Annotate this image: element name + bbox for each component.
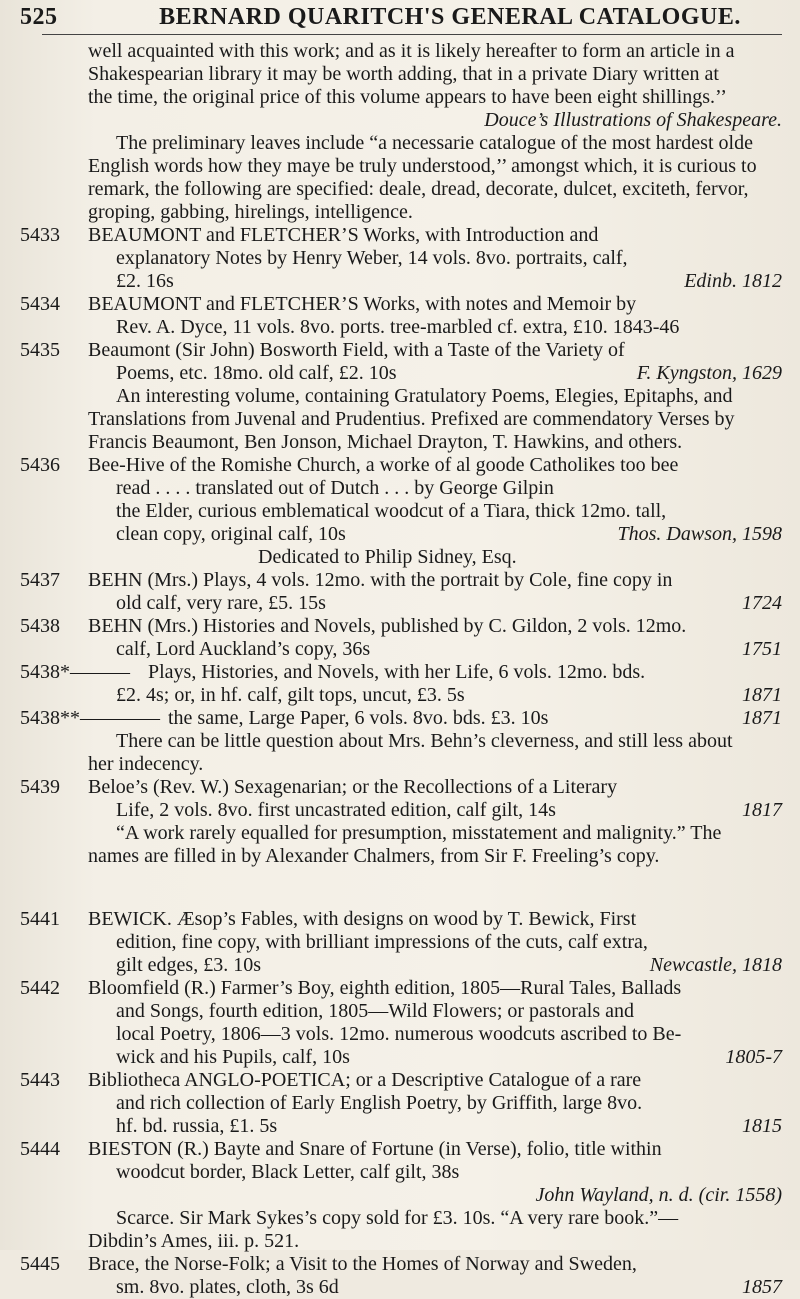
entry-line: Brace, the Norse-Folk; a Visit to the Homes of Norway and Sweden, [88, 1253, 637, 1275]
price: hf. bd. russia, £1. 5s [116, 1115, 278, 1137]
entry-line: Rev. A. Dyce, 11 vols. 8vo. ports. tree-marbled cf. extra, £10. 1843-46 [116, 316, 680, 338]
entry-note: Dedicated to Philip Sidney, Esq. [258, 546, 517, 568]
price-line [88, 799, 782, 822]
imprint: Thos. Dawson, 1598 [617, 523, 782, 545]
entry-number: 5445 [20, 1253, 60, 1275]
price-line [88, 1276, 782, 1299]
price: the same, Large Paper, 6 vols. 8vo. bds. £3. 10s [168, 707, 549, 729]
entry-number: 5439 [20, 776, 60, 798]
catalogue-entry [0, 1138, 800, 1253]
price: Life, 2 vols. 8vo. first uncastrated edition, calf gilt, 14s [116, 799, 556, 821]
imprint: 1871 [742, 707, 782, 729]
imprint: Edinb. 1812 [684, 270, 782, 292]
catalogue-entry [0, 1253, 800, 1299]
entry-list [0, 224, 800, 1299]
price: clean copy, original calf, 10s [116, 523, 346, 545]
price-line [88, 638, 782, 661]
entry-line: Plays, Histories, and Novels, with her Life, 6 vols. 12mo. bds. [148, 661, 646, 683]
catalogue-entry [0, 293, 800, 339]
header-rule [42, 34, 782, 35]
catalogue-entry [0, 908, 800, 977]
entry-note: “A work rarely equalled for presumption, misstatement and malignity.” The [116, 822, 722, 844]
price: £2. 4s; or, in hf. calf, gilt tops, uncut, £3. 5s [116, 684, 465, 706]
price: wick and his Pupils, calf, 10s [116, 1046, 350, 1068]
entry-line: edition, fine copy, with brilliant impressions of the cuts, calf extra, [116, 931, 648, 953]
entry-line: Bloomfield (R.) Farmer’s Boy, eighth edition, 1805—Rural Tales, Ballads [88, 977, 682, 999]
catalogue-entry [0, 776, 800, 868]
imprint: John Wayland, n. d. (cir. 1558) [535, 1184, 782, 1206]
entry-number: 5437 [20, 569, 60, 591]
text-line: remark, the following are specified: deale, dread, decorate, dulcet, exciteth, fervor, [88, 178, 749, 200]
catalogue-entry [0, 661, 800, 707]
imprint: 1805-7 [725, 1046, 782, 1068]
price-line [88, 592, 782, 615]
citation: Douce’s Illustrations of Shakespeare. [484, 109, 782, 131]
entry-line: BEAUMONT and FLETCHER’S Works, with notes and Memoir by [88, 293, 637, 315]
entry-line: the Elder, curious emblematical woodcut of a Tiara, thick 12mo. tall, [116, 500, 667, 522]
imprint: 1724 [742, 592, 782, 614]
entry-line: and rich collection of Early English Poetry, by Griffith, large 8vo. [116, 1092, 643, 1114]
entry-line: explanatory Notes by Henry Weber, 14 vols. 8vo. portraits, calf, [116, 247, 628, 269]
imprint: 1817 [742, 799, 782, 821]
text-line: the time, the original price of this volume appears to have been eight shillings.’’ [88, 86, 727, 108]
entry-note: An interesting volume, containing Gratulatory Poems, Elegies, Epitaphs, and [116, 385, 733, 407]
catalogue-entry [0, 1069, 800, 1138]
entry-line: BIESTON (R.) Bayte and Snare of Fortune (in Verse), folio, title within [88, 1138, 662, 1160]
entry-note: Scarce. Sir Mark Sykes’s copy sold for £3. 10s. “A very rare book.”— [116, 1207, 679, 1229]
price: old calf, very rare, £5. 15s [116, 592, 326, 614]
catalogue-entry [0, 707, 800, 776]
entry-line: woodcut border, Black Letter, calf gilt, 38s [116, 1161, 460, 1183]
entry-line: Bee-Hive of the Romishe Church, a worke of al goode Catholikes too bee [88, 454, 679, 476]
entry-number: 5441 [20, 908, 60, 930]
entry-note: Translations from Juvenal and Prudentius. Prefixed are commendatory Verses by [88, 408, 735, 430]
imprint: 1751 [742, 638, 782, 660]
entry-number: 5433 [20, 224, 60, 246]
price-line [88, 707, 782, 730]
entry-line: Beloe’s (Rev. W.) Sexagenarian; or the Recollections of a Literary [88, 776, 618, 798]
price-line [88, 954, 782, 977]
entry-line: and Songs, fourth edition, 1805—Wild Flowers; or pastorals and [116, 1000, 635, 1022]
entry-number: 5434 [20, 293, 60, 315]
entry-line: BEHN (Mrs.) Plays, 4 vols. 12mo. with the portrait by Cole, fine copy in [88, 569, 673, 591]
price-line [88, 523, 782, 546]
catalogue-entry [0, 454, 800, 569]
imprint: F. Kyngston, 1629 [636, 362, 782, 384]
entry-number: 5438**———— [20, 707, 160, 729]
page-number: 525 [20, 4, 58, 30]
entry-number: 5438*——— [20, 661, 130, 683]
catalogue-entry [0, 224, 800, 293]
catalogue-entry [0, 339, 800, 454]
price-line [88, 1046, 782, 1069]
entry-line: BEHN (Mrs.) Histories and Novels, published by C. Gildon, 2 vols. 12mo. [88, 615, 687, 637]
text-line: English words how they maye be truly understood,’’ amongst which, it is curious to [88, 155, 757, 177]
price: sm. 8vo. plates, cloth, 3s 6d [116, 1276, 339, 1298]
entry-number: 5442 [20, 977, 60, 999]
entry-note: There can be little question about Mrs. Behn’s cleverness, and still less about [116, 730, 733, 752]
entry-note: Francis Beaumont, Ben Jonson, Michael Drayton, T. Hawkins, and others. [88, 431, 683, 453]
text-line: The preliminary leaves include “a necessarie catalogue of the most hardest olde [116, 132, 753, 154]
text-line: well acquainted with this work; and as it is likely hereafter to form an article in a [88, 40, 735, 62]
entry-note: names are filled in by Alexander Chalmers, from Sir F. Freeling’s copy. [88, 845, 660, 867]
entry-number: 5438 [20, 615, 60, 637]
entry-line: local Poetry, 1806—3 vols. 12mo. numerous woodcuts ascribed to Be- [116, 1023, 682, 1045]
imprint: Newcastle, 1818 [649, 954, 782, 976]
entry-note: Dibdin’s Ames, iii. p. 521. [88, 1230, 300, 1252]
catalogue-entry [0, 977, 800, 1069]
entry-note: her indecency. [88, 753, 204, 775]
catalogue-body [0, 40, 800, 1299]
catalogue-entry [0, 569, 800, 615]
price-line [88, 270, 782, 293]
entry-line: BEWICK. Æsop’s Fables, with designs on wood by T. Bewick, First [88, 908, 637, 930]
section-gap [0, 868, 800, 908]
catalogue-entry [0, 615, 800, 661]
imprint: 1871 [742, 684, 782, 706]
price: £2. 16s [116, 270, 174, 292]
price-line [88, 684, 782, 707]
entry-line: BEAUMONT and FLETCHER’S Works, with Introduction and [88, 224, 599, 246]
entry-line: Bibliotheca ANGLO-POETICA; or a Descriptive Catalogue of a rare [88, 1069, 642, 1091]
entry-line: read . . . . translated out of Dutch . . . by George Gilpin [116, 477, 554, 499]
entry-number: 5444 [20, 1138, 60, 1160]
continued-entry [0, 40, 800, 224]
price: Poems, etc. 18mo. old calf, £2. 10s [116, 362, 397, 384]
imprint: 1815 [742, 1115, 782, 1137]
imprint: 1857 [742, 1276, 782, 1298]
text-line: Shakespearian library it may be worth adding, that in a private Diary written at [88, 63, 719, 85]
running-title: BERNARD QUARITCH'S GENERAL CATALOGUE. [159, 4, 741, 30]
entry-number: 5435 [20, 339, 60, 361]
price-line [88, 362, 782, 385]
entry-line: Beaumont (Sir John) Bosworth Field, with a Taste of the Variety of [88, 339, 625, 361]
price-line [88, 1115, 782, 1138]
price: calf, Lord Auckland’s copy, 36s [116, 638, 371, 660]
entry-number: 5436 [20, 454, 60, 476]
text-line: groping, gabbing, hirelings, intelligence. [88, 201, 413, 223]
entry-number: 5443 [20, 1069, 60, 1091]
price: gilt edges, £3. 10s [116, 954, 261, 976]
page-header [20, 4, 780, 31]
